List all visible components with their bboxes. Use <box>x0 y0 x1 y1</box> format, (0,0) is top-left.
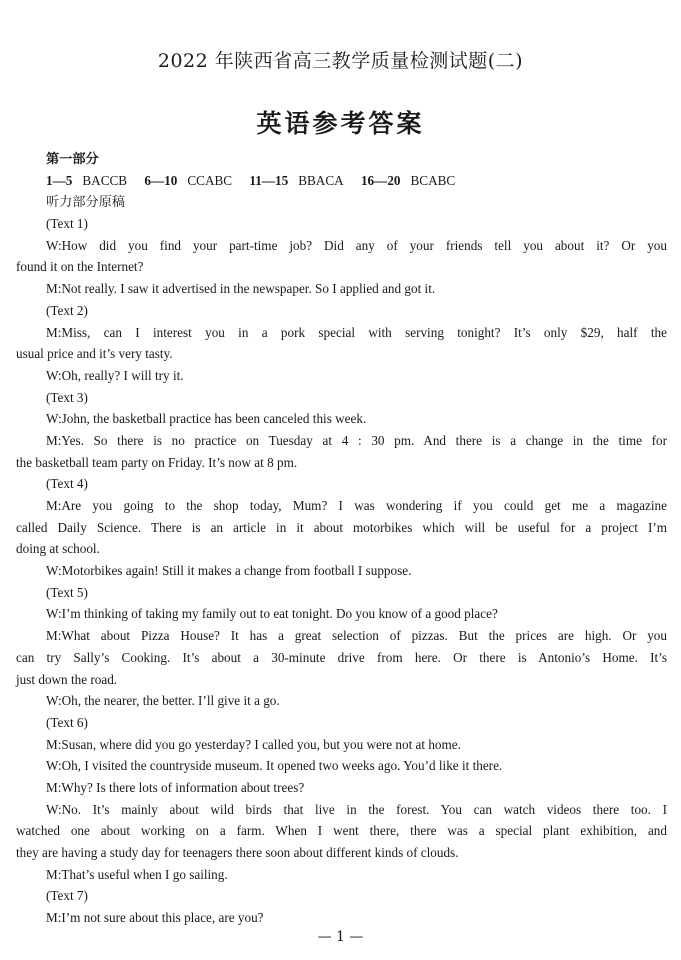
answer-group <box>249 170 343 192</box>
dialogue-line: W:No. It’s mainly about wild birds that live in the forest. You can watch videos there too. I <box>46 801 667 817</box>
dialogue-line: W:Oh, really? I will try it. <box>46 367 184 383</box>
text-heading: (Text 1) <box>46 216 88 232</box>
dialogue-line: just down the road. <box>16 671 118 687</box>
answer-row <box>16 170 667 192</box>
dialogue-line: W:How did you find your part-time job? Did any of your friends tell you about it? Or you <box>46 237 667 253</box>
dialogue-line: M:That’s useful when I go sailing. <box>46 866 228 882</box>
dialogue-line: watched one about working on a farm. When I went there, there was a special plant exhibition, and <box>16 823 667 839</box>
answer-keys: BCABC <box>410 172 456 188</box>
answer-range: 1—5 <box>46 172 73 188</box>
dialogue-line: W:Motorbikes again! Still it makes a change from football I suppose. <box>46 563 412 579</box>
dialogue-line: M:Susan, where did you go yesterday? I called you, but you were not at home. <box>46 736 461 752</box>
dialogue-line: can try Sally’s Cooking. It’s about a 30-minute drive from here. Or there is Antonio’s Home. It’s <box>16 649 667 665</box>
dialogue-line: M:Yes. So there is no practice on Tuesday at 4 : 30 pm. And there is a change in the time for <box>46 432 667 448</box>
dialogue-line: M:Are you going to the shop today, Mum? I was wondering if you could get me a magazine <box>46 498 667 513</box>
answer-group <box>361 170 455 192</box>
answer-group <box>46 170 127 192</box>
dialogue-line: doing at school. <box>16 541 100 557</box>
dialogue-line: W:Oh, I visited the countryside museum. It opened two weeks ago. You’d like it there. <box>46 758 503 774</box>
text-heading: (Text 2) <box>46 302 88 318</box>
dialogue-line: usual price and it’s very tasty. <box>16 346 173 362</box>
exam-title: 2022 年陕西省高三教学质量检测试题(二) <box>157 50 524 72</box>
dialogue-line: M:Miss, can I interest you in a pork special with serving tonight? It’s only $29, half the <box>46 324 667 340</box>
text-heading: (Text 5) <box>46 584 88 600</box>
dialogue-line: W:Oh, the nearer, the better. I’ll give it a go. <box>46 693 280 709</box>
dialogue-line: they are having a study day for teenagers there soon about different kinds of clouds. <box>16 845 459 860</box>
answer-range: 11—15 <box>249 172 289 188</box>
dialogue-line: W:John, the basketball practice has been canceled this week. <box>46 411 367 427</box>
transcript-label: 听力部分原稿 <box>46 194 126 210</box>
document-body <box>16 148 667 929</box>
dialogue-line: found it on the Internet? <box>16 259 144 275</box>
text-heading: (Text 4) <box>46 476 88 492</box>
answer-keys: BBACA <box>298 172 344 188</box>
section-label: 第一部分 <box>46 151 99 166</box>
page-number: — 1 — <box>317 929 364 945</box>
dialogue-line: M:What about Pizza House? It has a great selection of pizzas. But the prices are high. Or you <box>46 628 667 644</box>
dialogue-line: M:I’m not sure about this place, are you? <box>46 910 264 926</box>
answer-keys: BACCB <box>82 172 128 188</box>
dialogue-line: called Daily Science. There is an article in it about motorbikes which will be useful for a project I’m <box>16 519 667 535</box>
answer-range: 16—20 <box>360 172 401 188</box>
text-heading: (Text 7) <box>46 888 88 904</box>
dialogue-line: the basketball team party on Friday. It’s now at 8 pm. <box>16 454 298 470</box>
dialogue-line: M:Why? Is there lots of information about trees? <box>46 779 305 795</box>
answer-key-title: 英语参考答案 <box>256 109 425 138</box>
answer-keys: CCABC <box>187 172 233 188</box>
text-heading: (Text 3) <box>46 389 88 405</box>
text-heading: (Text 6) <box>46 714 88 730</box>
dialogue-line: W:I’m thinking of taking my family out to eat tonight. Do you know of a good place? <box>46 606 498 622</box>
answer-range: 6—10 <box>144 172 178 188</box>
dialogue-line: M:Not really. I saw it advertised in the newspaper. So I applied and got it. <box>46 281 436 297</box>
answer-group <box>144 170 232 192</box>
